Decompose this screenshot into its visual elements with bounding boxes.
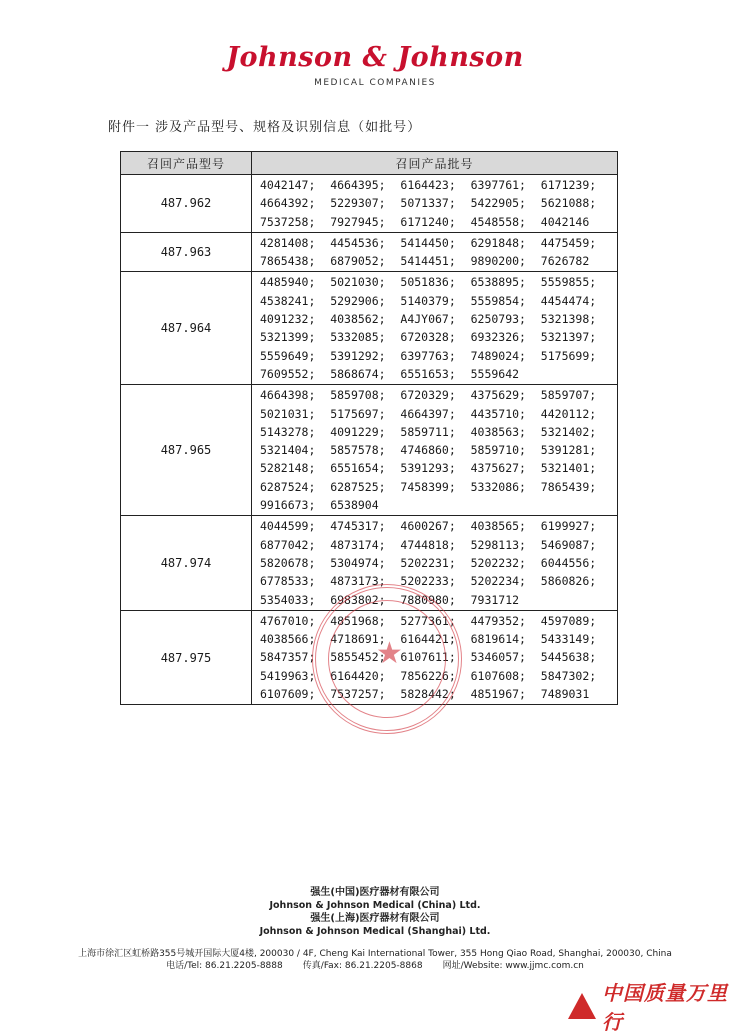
lot-number-list xyxy=(252,516,617,609)
lot-number-list xyxy=(252,175,617,232)
lot-number: 5140379; xyxy=(400,293,456,308)
lot-numbers-cell xyxy=(252,516,618,610)
lot-number: 6778533; xyxy=(260,574,316,589)
lot-number: 5445638; xyxy=(540,650,597,665)
lot-number: 9890200; xyxy=(470,254,526,269)
footer-contact xyxy=(0,960,750,972)
product-model-cell: 487.963 xyxy=(121,232,252,272)
lot-number: 9916673; xyxy=(260,498,316,513)
product-model-cell: 487.965 xyxy=(121,385,252,516)
product-model-cell: 487.975 xyxy=(121,610,252,704)
lot-number: 7458399; xyxy=(400,479,456,494)
lot-number: 4479352; xyxy=(470,613,526,628)
lot-number: 6397763; xyxy=(400,348,456,363)
lot-numbers-cell xyxy=(252,175,618,233)
footer-company-cn-shanghai: 强生(上海)医疗器材有限公司 xyxy=(310,913,440,924)
lot-number: 4375627; xyxy=(470,461,526,476)
lot-number: 4475459; xyxy=(540,235,597,250)
lot-numbers-cell xyxy=(252,385,618,516)
lot-number: 4767010; xyxy=(260,613,316,628)
lot-number: 5828442; xyxy=(400,687,456,702)
lot-number: 5332086; xyxy=(470,479,526,494)
lot-numbers-cell xyxy=(252,232,618,272)
lot-number: 6932326; xyxy=(470,330,526,345)
lot-number: 5321397; xyxy=(540,330,597,345)
lot-number: 5414451; xyxy=(400,254,456,269)
lot-number: 7626782 xyxy=(540,254,590,269)
footer-company-en-china: Johnson & Johnson Medical (China) Ltd. xyxy=(269,900,481,911)
table-row xyxy=(121,385,618,516)
lot-number: 7865439; xyxy=(540,479,597,494)
lot-number: 4038562; xyxy=(330,312,386,327)
lot-number: 6551653; xyxy=(400,366,456,381)
lot-number: 5229307; xyxy=(330,196,386,211)
lot-number: 4454536; xyxy=(330,235,386,250)
lot-number: 7489024; xyxy=(470,348,526,363)
watermark-logo-icon xyxy=(568,993,596,1019)
lot-number: 5847357; xyxy=(260,650,316,665)
lot-number: 5422905; xyxy=(470,196,526,211)
lot-number: 4038566; xyxy=(260,632,316,647)
lot-number-list xyxy=(252,385,617,515)
footer-company-cn-china: 强生(中国)医疗器材有限公司 xyxy=(310,887,440,898)
lot-number-list xyxy=(252,272,617,384)
lot-number: 4873174; xyxy=(330,537,386,552)
lot-number: 5469087; xyxy=(540,537,597,552)
lot-number: 5857578; xyxy=(330,443,386,458)
watermark-text: 中国质量万里行 xyxy=(602,981,728,1034)
lot-number: 7856226; xyxy=(400,668,456,683)
lot-number: 5051836; xyxy=(400,275,456,290)
lot-number: 5202234; xyxy=(470,574,526,589)
lot-number: 5021030; xyxy=(330,275,386,290)
lot-number: 4435710; xyxy=(470,406,526,421)
logo-subtitle: MEDICAL COMPANIES xyxy=(314,78,436,88)
lot-number: 6107609; xyxy=(260,687,316,702)
lot-number: 4091232; xyxy=(260,312,316,327)
product-model-cell: 487.964 xyxy=(121,272,252,385)
lot-number: 5175697; xyxy=(330,406,386,421)
lot-number: 5391292; xyxy=(330,348,386,363)
lot-number: 4873173; xyxy=(330,574,386,589)
lot-number: 5175699; xyxy=(540,348,597,363)
lot-number: 4745317; xyxy=(330,519,386,534)
lot-number: 6538904 xyxy=(330,498,379,513)
lot-number: 4597089; xyxy=(540,613,597,628)
lot-number: 5859708; xyxy=(330,388,386,403)
lot-number: 4664397; xyxy=(400,406,456,421)
lot-number: 5820678; xyxy=(260,555,316,570)
lot-number: 5321398; xyxy=(540,312,597,327)
lot-number: 5321401; xyxy=(540,461,597,476)
lot-number: 5868674; xyxy=(330,366,386,381)
product-model-cell: 487.962 xyxy=(121,175,252,233)
lot-number: 5021031; xyxy=(260,406,316,421)
lot-number: 6877042; xyxy=(260,537,316,552)
company-logo xyxy=(0,42,750,88)
lot-number: 6287524; xyxy=(260,479,316,494)
lot-number: 5292906; xyxy=(330,293,386,308)
footer-website: 网址/Website: www.jjmc.com.cn xyxy=(442,961,584,971)
footer-company-en-shanghai: Johnson & Johnson Medical (Shanghai) Ltd. xyxy=(259,926,491,937)
lot-number: 7927945; xyxy=(330,214,386,229)
footer xyxy=(0,886,750,972)
lot-number: 7931712 xyxy=(470,592,520,607)
lot-number: 4538241; xyxy=(260,293,316,308)
lot-number: 4042147; xyxy=(260,178,316,192)
lot-number: 5071337; xyxy=(400,196,456,211)
attachment-heading: 附件一 涉及产品型号、规格及识别信息（如批号） xyxy=(108,120,422,135)
product-model-cell: 487.974 xyxy=(121,516,252,610)
lot-number: 7537257; xyxy=(330,687,386,702)
lot-number: 7537258; xyxy=(260,214,316,229)
lot-number: 5559649; xyxy=(260,348,316,363)
lot-number: 6164421; xyxy=(400,632,456,647)
lot-number: 4664392; xyxy=(260,196,316,211)
lot-numbers-cell xyxy=(252,272,618,385)
lot-number: 5847302; xyxy=(540,668,597,683)
lot-number: 5321402; xyxy=(540,424,597,439)
company-seal-stamp xyxy=(312,584,462,734)
lot-number: 5855452; xyxy=(330,650,386,665)
lot-number: 6720328; xyxy=(400,330,456,345)
footer-address: 上海市徐汇区虹桥路355号城开国际大厦4楼, 200030 / 4F, Cheng Kai International Tower, 355 Hong Qiao Road, Shanghai, 200030, China xyxy=(78,949,672,959)
lot-number: 5298113; xyxy=(470,537,526,552)
lot-number: 6538895; xyxy=(470,275,526,290)
lot-number: 5559855; xyxy=(540,275,597,290)
lot-number: 5621088; xyxy=(540,196,597,211)
lot-number: 5414450; xyxy=(400,235,456,250)
table-row xyxy=(121,232,618,272)
lot-number: 4038563; xyxy=(470,424,526,439)
lot-number: 4038565; xyxy=(470,519,526,534)
lot-number: 5304974; xyxy=(330,555,386,570)
lot-number: 4744818; xyxy=(400,537,456,552)
header-lots: 召回产品批号 xyxy=(252,152,618,175)
lot-number: 4851968; xyxy=(330,613,386,628)
lot-number: 6879052; xyxy=(330,254,386,269)
lot-number: 6107611; xyxy=(400,650,456,665)
lot-number: 4746860; xyxy=(400,443,456,458)
lot-number: 5321399; xyxy=(260,330,316,345)
lot-number: 6397761; xyxy=(470,178,526,192)
lot-number: 6107608; xyxy=(470,668,526,683)
lot-number: 6983802; xyxy=(330,592,386,607)
lot-number: 6171239; xyxy=(540,178,597,192)
lot-number: 5332085; xyxy=(330,330,386,345)
lot-number: 6720329; xyxy=(400,388,456,403)
lot-number: A4JY067; xyxy=(400,312,456,327)
lot-number: 4281408; xyxy=(260,235,316,250)
footer-fax: 传真/Fax: 86.21.2205-8868 xyxy=(302,961,423,971)
lot-number: 4664398; xyxy=(260,388,316,403)
lot-number: 4485940; xyxy=(260,275,316,290)
lot-number: 4042146 xyxy=(540,214,590,229)
lot-number: 6819614; xyxy=(470,632,526,647)
lot-number: 4454474; xyxy=(540,293,597,308)
lot-number: 5559854; xyxy=(470,293,526,308)
lot-number: 5391293; xyxy=(400,461,456,476)
lot-number: 5859710; xyxy=(470,443,526,458)
lot-number: 7880980; xyxy=(400,592,456,607)
lot-number: 4548558; xyxy=(470,214,526,229)
lot-number: 6287525; xyxy=(330,479,386,494)
lot-number: 5143278; xyxy=(260,424,316,439)
lot-number: 5202232; xyxy=(470,555,526,570)
lot-number: 7609552; xyxy=(260,366,316,381)
lot-number: 6164423; xyxy=(400,178,456,192)
lot-number: 5859711; xyxy=(400,424,456,439)
lot-number: 4044599; xyxy=(260,519,316,534)
lot-number: 4091229; xyxy=(330,424,386,439)
lot-number: 4375629; xyxy=(470,388,526,403)
lot-number: 5859707; xyxy=(540,388,597,403)
lot-number: 4664395; xyxy=(330,178,386,192)
logo-brand-script: Johnson & Johnson xyxy=(226,42,524,73)
seal-star-icon: ★ xyxy=(376,636,403,671)
lot-number: 4420112; xyxy=(540,406,597,421)
header-model: 召回产品型号 xyxy=(121,152,252,175)
lot-number: 5354033; xyxy=(260,592,316,607)
lot-number: 7865438; xyxy=(260,254,316,269)
footer-tel: 电话/Tel: 86.21.2205-8888 xyxy=(166,961,283,971)
table-row xyxy=(121,175,618,233)
lot-number: 4851967; xyxy=(470,687,526,702)
lot-number: 6551654; xyxy=(330,461,386,476)
table-header-row xyxy=(121,152,618,175)
lot-number: 7489031 xyxy=(540,687,590,702)
lot-number: 5391281; xyxy=(540,443,597,458)
lot-number: 5202233; xyxy=(400,574,456,589)
lot-number: 5419963; xyxy=(260,668,316,683)
lot-number: 6164420; xyxy=(330,668,386,683)
lot-number: 5559642 xyxy=(470,366,520,381)
table-row xyxy=(121,272,618,385)
lot-number: 5321404; xyxy=(260,443,316,458)
lot-number: 5346057; xyxy=(470,650,526,665)
lot-number-list xyxy=(252,233,617,272)
lot-number: 5860826; xyxy=(540,574,597,589)
lot-number: 6044556; xyxy=(540,555,597,570)
lot-number: 5433149; xyxy=(540,632,597,647)
lot-number: 6199927; xyxy=(540,519,597,534)
lot-number: 6291848; xyxy=(470,235,526,250)
lot-number: 4600267; xyxy=(400,519,456,534)
lot-number: 6250793; xyxy=(470,312,526,327)
lot-number: 4718691; xyxy=(330,632,386,647)
watermark xyxy=(568,981,748,1034)
lot-number: 5277361; xyxy=(400,613,456,628)
lot-number: 5282148; xyxy=(260,461,316,476)
lot-number: 5202231; xyxy=(400,555,456,570)
lot-number: 6171240; xyxy=(400,214,456,229)
